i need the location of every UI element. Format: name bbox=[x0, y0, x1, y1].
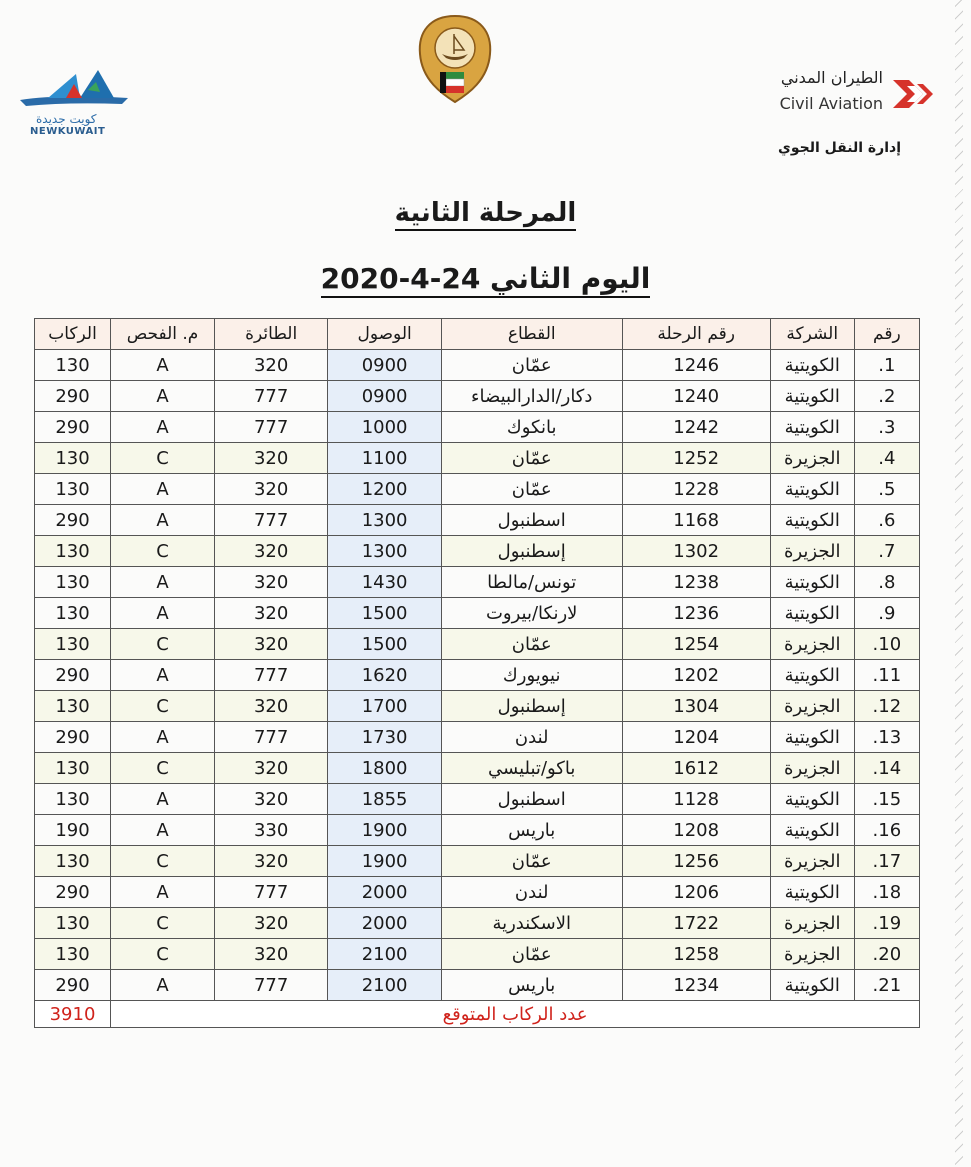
flight-number-cell: 1252 bbox=[622, 443, 770, 474]
flight-number-cell: 1228 bbox=[622, 474, 770, 505]
exam-type-cell: C bbox=[111, 536, 215, 567]
aircraft-cell: 777 bbox=[214, 970, 327, 1001]
company-cell: الكويتية bbox=[770, 722, 854, 753]
arrival-time-cell: 1730 bbox=[328, 722, 442, 753]
company-cell: الكويتية bbox=[770, 412, 854, 443]
civil-aviation-logo bbox=[773, 68, 933, 122]
passengers-cell: 130 bbox=[35, 784, 111, 815]
department-name: إدارة النقل الجوي bbox=[778, 140, 901, 156]
flight-number-cell: 1612 bbox=[622, 753, 770, 784]
flight-number-cell: 1206 bbox=[622, 877, 770, 908]
exam-type-cell: A bbox=[111, 381, 215, 412]
arrival-time-cell: 1000 bbox=[328, 412, 442, 443]
passengers-cell: 130 bbox=[35, 939, 111, 970]
arrival-time-cell: 2100 bbox=[328, 970, 442, 1001]
flight-number-cell: 1258 bbox=[622, 939, 770, 970]
exam-type-cell: A bbox=[111, 970, 215, 1001]
aircraft-cell: 777 bbox=[214, 877, 327, 908]
civil-aviation-chevron-icon bbox=[891, 76, 933, 112]
exam-type-cell: A bbox=[111, 877, 215, 908]
flight-number-cell: 1238 bbox=[622, 567, 770, 598]
flight-number-cell: 1208 bbox=[622, 815, 770, 846]
header-sector: القطاع bbox=[441, 319, 622, 350]
table-row bbox=[35, 474, 920, 505]
sector-cell: باكو/تبليسي bbox=[441, 753, 622, 784]
arrival-time-cell: 1300 bbox=[328, 536, 442, 567]
company-cell: الكويتية bbox=[770, 567, 854, 598]
exam-type-cell: A bbox=[111, 598, 215, 629]
exam-type-cell: A bbox=[111, 474, 215, 505]
sector-cell: لندن bbox=[441, 722, 622, 753]
row-number: 5. bbox=[854, 474, 919, 505]
aircraft-cell: 320 bbox=[214, 536, 327, 567]
table-row bbox=[35, 846, 920, 877]
sector-cell: اسطنبول bbox=[441, 505, 622, 536]
header-exam-type: م. الفحص bbox=[111, 319, 215, 350]
exam-type-cell: A bbox=[111, 350, 215, 381]
flight-number-cell: 1202 bbox=[622, 660, 770, 691]
passengers-cell: 290 bbox=[35, 877, 111, 908]
company-cell: الكويتية bbox=[770, 350, 854, 381]
row-number: 21. bbox=[854, 970, 919, 1001]
aircraft-cell: 320 bbox=[214, 846, 327, 877]
flight-number-cell: 1240 bbox=[622, 381, 770, 412]
arrival-time-cell: 1800 bbox=[328, 753, 442, 784]
company-cell: الجزيرة bbox=[770, 536, 854, 567]
sector-cell: باريس bbox=[441, 815, 622, 846]
exam-type-cell: C bbox=[111, 939, 215, 970]
row-number: 17. bbox=[854, 846, 919, 877]
aircraft-cell: 320 bbox=[214, 908, 327, 939]
exam-type-cell: A bbox=[111, 567, 215, 598]
civil-aviation-arabic: الطيران المدني bbox=[780, 68, 883, 87]
table-row bbox=[35, 443, 920, 474]
sector-cell: عمّان bbox=[441, 846, 622, 877]
passengers-cell: 130 bbox=[35, 474, 111, 505]
flight-number-cell: 1204 bbox=[622, 722, 770, 753]
flight-number-cell: 1722 bbox=[622, 908, 770, 939]
table-row bbox=[35, 722, 920, 753]
sector-cell: نيويورك bbox=[441, 660, 622, 691]
header-flight-number: رقم الرحلة bbox=[622, 319, 770, 350]
row-number: 3. bbox=[854, 412, 919, 443]
table-row bbox=[35, 629, 920, 660]
aircraft-cell: 320 bbox=[214, 443, 327, 474]
exam-type-cell: C bbox=[111, 908, 215, 939]
flight-number-cell: 1254 bbox=[622, 629, 770, 660]
sector-cell: عمّان bbox=[441, 443, 622, 474]
exam-type-cell: C bbox=[111, 629, 215, 660]
row-number: 1. bbox=[854, 350, 919, 381]
exam-type-cell: A bbox=[111, 722, 215, 753]
row-number: 11. bbox=[854, 660, 919, 691]
flight-number-cell: 1242 bbox=[622, 412, 770, 443]
page-edge-perforation bbox=[955, 0, 963, 1167]
sector-cell: تونس/مالطا bbox=[441, 567, 622, 598]
company-cell: الجزيرة bbox=[770, 443, 854, 474]
kuwait-emblem bbox=[416, 10, 494, 106]
arrival-time-cell: 1500 bbox=[328, 629, 442, 660]
table-row bbox=[35, 815, 920, 846]
table-row bbox=[35, 753, 920, 784]
row-number: 12. bbox=[854, 691, 919, 722]
sector-cell: لندن bbox=[441, 877, 622, 908]
table-header-row bbox=[35, 319, 920, 350]
row-number: 8. bbox=[854, 567, 919, 598]
sector-cell: دكار/الدارالبيضاء bbox=[441, 381, 622, 412]
civil-aviation-english: Civil Aviation bbox=[779, 94, 883, 113]
header-aircraft: الطائرة bbox=[214, 319, 327, 350]
passengers-cell: 290 bbox=[35, 722, 111, 753]
flight-number-cell: 1256 bbox=[622, 846, 770, 877]
flight-number-cell: 1234 bbox=[622, 970, 770, 1001]
total-row bbox=[35, 1001, 920, 1028]
company-cell: الجزيرة bbox=[770, 939, 854, 970]
table-row bbox=[35, 381, 920, 412]
exam-type-cell: C bbox=[111, 753, 215, 784]
table-row bbox=[35, 784, 920, 815]
exam-type-cell: A bbox=[111, 784, 215, 815]
aircraft-cell: 320 bbox=[214, 474, 327, 505]
sector-cell: عمّان bbox=[441, 474, 622, 505]
passengers-cell: 130 bbox=[35, 691, 111, 722]
row-number: 19. bbox=[854, 908, 919, 939]
passengers-cell: 290 bbox=[35, 412, 111, 443]
aircraft-cell: 320 bbox=[214, 598, 327, 629]
arrival-time-cell: 1100 bbox=[328, 443, 442, 474]
aircraft-cell: 777 bbox=[214, 722, 327, 753]
flight-number-cell: 1302 bbox=[622, 536, 770, 567]
aircraft-cell: 320 bbox=[214, 350, 327, 381]
table-row bbox=[35, 908, 920, 939]
company-cell: الكويتية bbox=[770, 474, 854, 505]
phase-title: المرحلة الثانية bbox=[0, 198, 971, 228]
aircraft-cell: 320 bbox=[214, 629, 327, 660]
dhow-sail-icon bbox=[18, 68, 130, 112]
exam-type-cell: A bbox=[111, 815, 215, 846]
new-kuwait-english-text: NEWKUWAIT bbox=[30, 126, 106, 137]
table-row bbox=[35, 660, 920, 691]
passengers-cell: 130 bbox=[35, 629, 111, 660]
arrival-time-cell: 1300 bbox=[328, 505, 442, 536]
exam-type-cell: A bbox=[111, 505, 215, 536]
company-cell: الجزيرة bbox=[770, 846, 854, 877]
arrival-time-cell: 0900 bbox=[328, 381, 442, 412]
table-row bbox=[35, 877, 920, 908]
table-row bbox=[35, 598, 920, 629]
table-row bbox=[35, 691, 920, 722]
company-cell: الجزيرة bbox=[770, 691, 854, 722]
sector-cell: إسطنبول bbox=[441, 691, 622, 722]
row-number: 4. bbox=[854, 443, 919, 474]
row-number: 7. bbox=[854, 536, 919, 567]
passengers-cell: 130 bbox=[35, 536, 111, 567]
sector-cell: عمّان bbox=[441, 629, 622, 660]
passengers-cell: 130 bbox=[35, 350, 111, 381]
passengers-cell: 130 bbox=[35, 598, 111, 629]
arrival-time-cell: 1620 bbox=[328, 660, 442, 691]
row-number: 2. bbox=[854, 381, 919, 412]
flight-number-cell: 1236 bbox=[622, 598, 770, 629]
row-number: 13. bbox=[854, 722, 919, 753]
arrival-time-cell: 2100 bbox=[328, 939, 442, 970]
arrival-time-cell: 1855 bbox=[328, 784, 442, 815]
arrival-time-cell: 1430 bbox=[328, 567, 442, 598]
arrival-time-cell: 1900 bbox=[328, 815, 442, 846]
sector-cell: عمّان bbox=[441, 350, 622, 381]
sector-cell: لارنكا/بيروت bbox=[441, 598, 622, 629]
row-number: 10. bbox=[854, 629, 919, 660]
aircraft-cell: 320 bbox=[214, 753, 327, 784]
aircraft-cell: 320 bbox=[214, 784, 327, 815]
sector-cell: الاسكندرية bbox=[441, 908, 622, 939]
aircraft-cell: 777 bbox=[214, 412, 327, 443]
row-number: 6. bbox=[854, 505, 919, 536]
table-row bbox=[35, 939, 920, 970]
header-company: الشركة bbox=[770, 319, 854, 350]
company-cell: الجزيرة bbox=[770, 753, 854, 784]
passengers-cell: 290 bbox=[35, 381, 111, 412]
day-title: اليوم الثاني 24-4-2020 bbox=[0, 262, 971, 295]
exam-type-cell: A bbox=[111, 660, 215, 691]
exam-type-cell: C bbox=[111, 443, 215, 474]
arrival-time-cell: 1200 bbox=[328, 474, 442, 505]
company-cell: الكويتية bbox=[770, 877, 854, 908]
exam-type-cell: C bbox=[111, 846, 215, 877]
sector-cell: باريس bbox=[441, 970, 622, 1001]
passengers-cell: 190 bbox=[35, 815, 111, 846]
company-cell: الكويتية bbox=[770, 381, 854, 412]
passengers-cell: 290 bbox=[35, 505, 111, 536]
arrival-time-cell: 1500 bbox=[328, 598, 442, 629]
sector-cell: اسطنبول bbox=[441, 784, 622, 815]
exam-type-cell: C bbox=[111, 691, 215, 722]
company-cell: الكويتية bbox=[770, 784, 854, 815]
aircraft-cell: 777 bbox=[214, 660, 327, 691]
total-passengers-value: 3910 bbox=[35, 1001, 111, 1028]
company-cell: الكويتية bbox=[770, 815, 854, 846]
flight-schedule-table bbox=[34, 318, 920, 1028]
table-row bbox=[35, 505, 920, 536]
sector-cell: بانكوك bbox=[441, 412, 622, 443]
aircraft-cell: 320 bbox=[214, 939, 327, 970]
total-passengers-label: عدد الركاب المتوقع bbox=[111, 1001, 920, 1028]
emblem-falcon-icon bbox=[416, 10, 494, 106]
passengers-cell: 130 bbox=[35, 567, 111, 598]
new-kuwait-arabic-text: كويت جديدة bbox=[36, 112, 97, 126]
header-arrival: الوصول bbox=[328, 319, 442, 350]
aircraft-cell: 777 bbox=[214, 505, 327, 536]
passengers-cell: 130 bbox=[35, 443, 111, 474]
passengers-cell: 290 bbox=[35, 970, 111, 1001]
arrival-time-cell: 1700 bbox=[328, 691, 442, 722]
table-row bbox=[35, 970, 920, 1001]
company-cell: الكويتية bbox=[770, 660, 854, 691]
aircraft-cell: 320 bbox=[214, 691, 327, 722]
company-cell: الكويتية bbox=[770, 598, 854, 629]
aircraft-cell: 330 bbox=[214, 815, 327, 846]
arrival-time-cell: 2000 bbox=[328, 877, 442, 908]
row-number: 18. bbox=[854, 877, 919, 908]
sector-cell: إسطنبول bbox=[441, 536, 622, 567]
row-number: 15. bbox=[854, 784, 919, 815]
passengers-cell: 130 bbox=[35, 846, 111, 877]
company-cell: الجزيرة bbox=[770, 908, 854, 939]
table-row bbox=[35, 412, 920, 443]
passengers-cell: 130 bbox=[35, 908, 111, 939]
passengers-cell: 130 bbox=[35, 753, 111, 784]
passengers-cell: 290 bbox=[35, 660, 111, 691]
flight-number-cell: 1168 bbox=[622, 505, 770, 536]
row-number: 20. bbox=[854, 939, 919, 970]
table-row bbox=[35, 536, 920, 567]
flight-number-cell: 1128 bbox=[622, 784, 770, 815]
table-row bbox=[35, 567, 920, 598]
flight-number-cell: 1304 bbox=[622, 691, 770, 722]
header-passengers: الركاب bbox=[35, 319, 111, 350]
aircraft-cell: 777 bbox=[214, 381, 327, 412]
sector-cell: عمّان bbox=[441, 939, 622, 970]
arrival-time-cell: 2000 bbox=[328, 908, 442, 939]
flight-number-cell: 1246 bbox=[622, 350, 770, 381]
aircraft-cell: 320 bbox=[214, 567, 327, 598]
arrival-time-cell: 1900 bbox=[328, 846, 442, 877]
row-number: 16. bbox=[854, 815, 919, 846]
table-row bbox=[35, 350, 920, 381]
arrival-time-cell: 0900 bbox=[328, 350, 442, 381]
company-cell: الكويتية bbox=[770, 505, 854, 536]
header-number: رقم bbox=[854, 319, 919, 350]
company-cell: الجزيرة bbox=[770, 629, 854, 660]
row-number: 14. bbox=[854, 753, 919, 784]
row-number: 9. bbox=[854, 598, 919, 629]
company-cell: الكويتية bbox=[770, 970, 854, 1001]
exam-type-cell: A bbox=[111, 412, 215, 443]
